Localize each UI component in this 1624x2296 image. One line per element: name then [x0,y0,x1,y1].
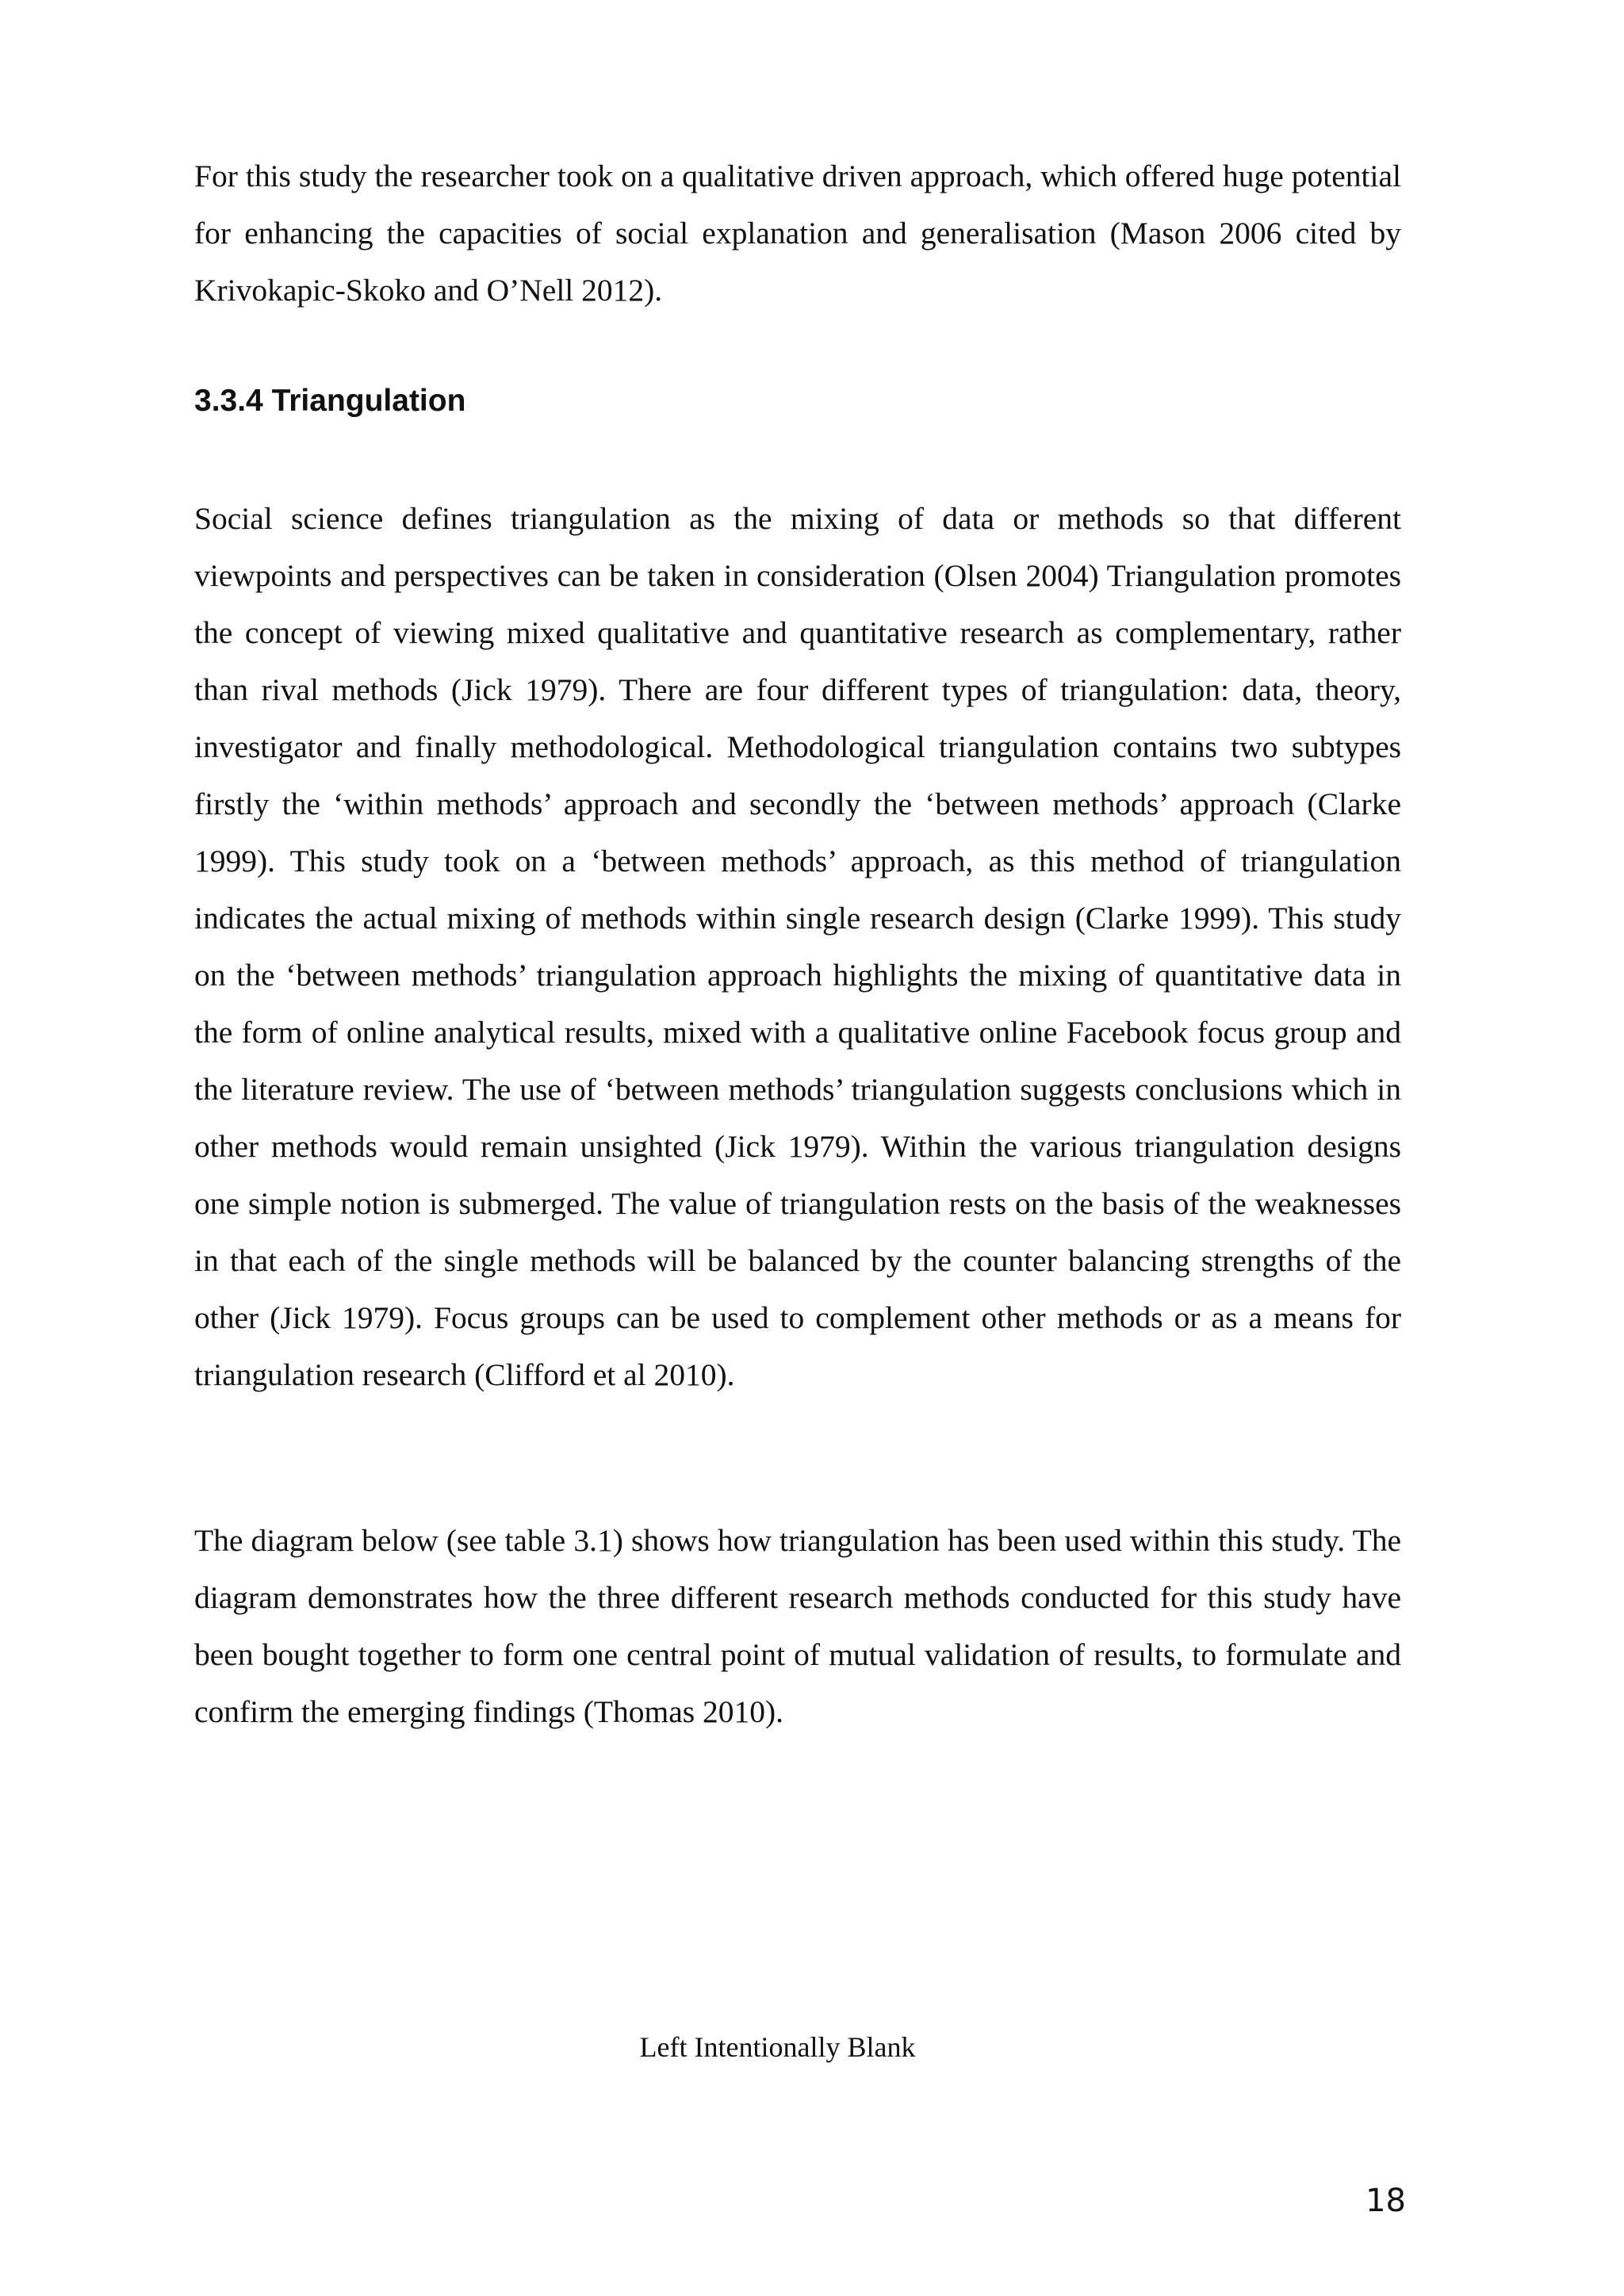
page-number: 18 [1365,2183,1406,2219]
intro-paragraph: For this study the researcher took on a qualitative driven approach, which offered huge potential for enhancing the capacities of social explanation and generalisation (Mason 2006 cited by Krivokapic-Skoko and O’Nell 2012). [194,159,1401,308]
section-heading: 3.3.4 Triangulation [194,384,466,418]
triangulation-paragraph: Social science defines triangulation as the mixing of data or methods so that different viewpoints and perspectives can be taken in consideration (Olsen 2004) Triangulation promotes the concept of viewing mixed qualitative and quantitative research as complementary, rather than rival methods (Jick 1979). There are four different types of triangulation: data, theory, investigator and finally methodological. Methodological triangulation contains two subtypes firstly the ‘within methods’ approach and secondly the ‘between methods’ approach (Clarke 1999). This study took on a ‘between methods’ approach, as this method of triangulation indicates the actual mixing of methods within single research design (Clarke 1999). This study on the ‘between methods’ triangulation approach highlights the mixing of quantitative data in the form of online analytical results, mixed with a qualitative online Facebook focus group and the literature review. The use of ‘between methods’ triangulation suggests conclusions which in other methods would remain unsighted (Jick 1979). Within the various triangulation designs one simple notion is submerged. The value of triangulation rests on the basis of the weaknesses in that each of the single methods will be balanced by the counter balancing strengths of the other (Jick 1979). Focus groups can be used to complement other methods or as a means for triangulation research (Clifford et al 2010). [194,501,1401,1392]
diagram-paragraph: The diagram below (see table 3.1) shows how triangulation has been used within this study. The diagram demonstrates how the three different research methods conducted for this study have been bought together to form one central point of mutual validation of results, to formulate and confirm the emerging findings (Thomas 2010). [194,1523,1401,1729]
blank-note: Left Intentionally Blank [639,2031,916,2063]
